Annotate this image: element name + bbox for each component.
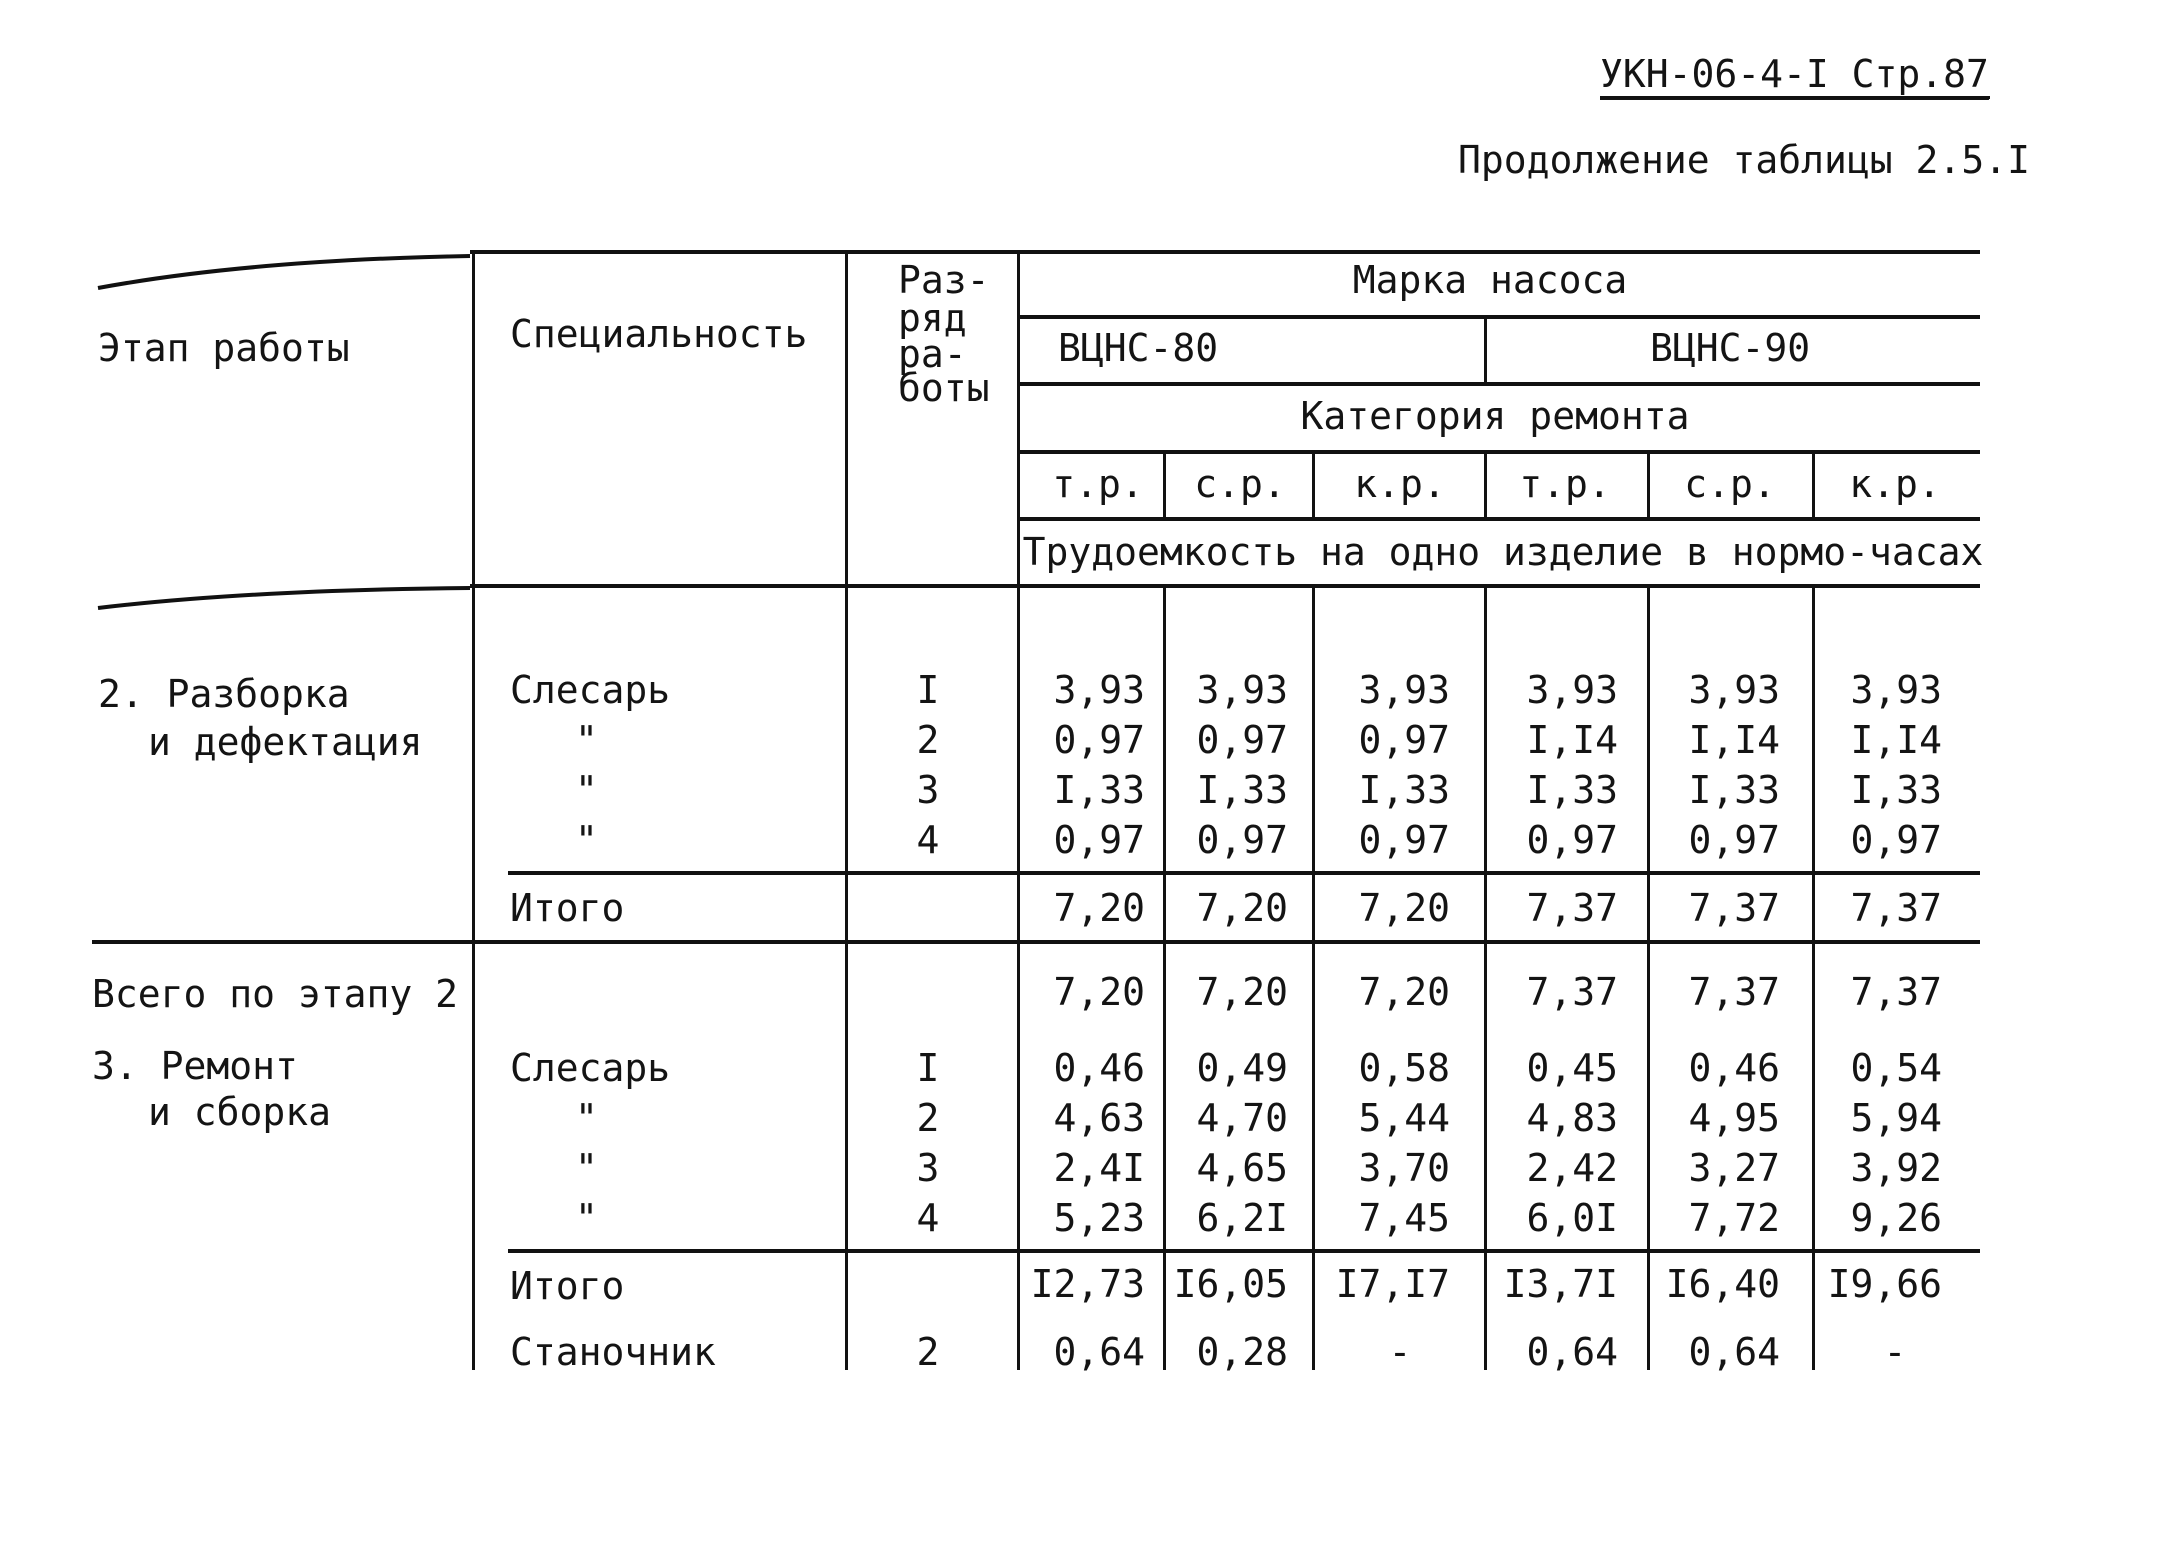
- stage2-total-v6: 7,37: [1850, 970, 1942, 1014]
- stage2-subtotal-label: Итого: [510, 886, 625, 930]
- stage2-row2-v6: I,I4: [1850, 718, 1942, 762]
- stage2-row1-grade: I: [916, 668, 940, 712]
- header-category-4: т.р.: [1519, 462, 1611, 506]
- stage2-total-v2: 7,20: [1196, 970, 1288, 1014]
- stage3-row1-grade: I: [916, 1046, 940, 1090]
- stage3-subtotal-v1: I2,73: [1030, 1262, 1145, 1306]
- stage2-row4-v2: 0,97: [1196, 818, 1288, 862]
- header-repair-category: Категория ремонта: [1300, 394, 1690, 438]
- col-rule-values: [1017, 252, 1020, 1370]
- header-bottom-rule: [470, 584, 1980, 588]
- stage2-row1-specialty: Слесарь: [510, 668, 671, 712]
- stage3-machinist-v3: -: [1388, 1330, 1412, 1374]
- stage3-row1-v3: 0,58: [1358, 1046, 1450, 1090]
- stage3-machinist-v6: -: [1883, 1330, 1907, 1374]
- stage3-machinist-v1: 0,64: [1053, 1330, 1145, 1374]
- stage2-subtotal-v2: 7,20: [1196, 886, 1288, 930]
- col-rule-specialty: [472, 252, 475, 1370]
- stage3-row3-v1: 2,4I: [1053, 1146, 1145, 1190]
- header-specialty: Специальность: [510, 312, 808, 356]
- stage2-row1-v1: 3,93: [1053, 668, 1145, 712]
- col-rule-pump-split: [1484, 317, 1487, 384]
- document-code: УКН-06-4-I Стр.87: [1600, 52, 1989, 96]
- stage2-row3-v6: I,33: [1850, 768, 1942, 812]
- col-rule-v3: [1484, 452, 1487, 519]
- stage3-machinist-grade: 2: [916, 1330, 940, 1374]
- stage3-row1-v1: 0,46: [1053, 1046, 1145, 1090]
- stage2-subtotal-v3: 7,20: [1358, 886, 1450, 930]
- header-category-1: т.р.: [1052, 462, 1144, 506]
- stage2-title-line2: и дефектация: [148, 720, 423, 764]
- stage3-title-line1: 3. Ремонт: [92, 1044, 298, 1088]
- header-grade-2: ряд: [898, 296, 967, 340]
- stage2-row2-v4: I,I4: [1526, 718, 1618, 762]
- stage2-row4-specialty: ": [575, 818, 598, 862]
- stage2-row1-v6: 3,93: [1850, 668, 1942, 712]
- stage3-machinist-v2: 0,28: [1196, 1330, 1288, 1374]
- stage2-row4-v3: 0,97: [1358, 818, 1450, 862]
- stage2-row1-v2: 3,93: [1196, 668, 1288, 712]
- stage3-row2-v2: 4,70: [1196, 1096, 1288, 1140]
- stage3-row3-v3: 3,70: [1358, 1146, 1450, 1190]
- stage3-subtotal-v6: I9,66: [1827, 1262, 1942, 1306]
- stage3-row2-v4: 4,83: [1526, 1096, 1618, 1140]
- header-grade-3: ра-: [898, 332, 967, 376]
- stage3-machinist-specialty: Станочник: [510, 1330, 716, 1374]
- header-category-6: к.р.: [1849, 462, 1941, 506]
- stage3-row4-v6: 9,26: [1850, 1196, 1942, 1240]
- stage2-row3-v3: I,33: [1358, 768, 1450, 812]
- stage2-row3-v1: I,33: [1053, 768, 1145, 812]
- col-rule-b1: [1163, 586, 1166, 1370]
- stage2-row3-v4: I,33: [1526, 768, 1618, 812]
- col-rule-grade: [845, 252, 848, 1370]
- header-pump-brand: Марка насоса: [1352, 258, 1628, 302]
- col-rule-v2: [1312, 452, 1315, 519]
- stage3-row1-v6: 0,54: [1850, 1046, 1942, 1090]
- stage3-row2-v3: 5,44: [1358, 1096, 1450, 1140]
- stage2-row4-v6: 0,97: [1850, 818, 1942, 862]
- header-pump-2: ВЦНС-90: [1650, 326, 1811, 370]
- stage2-subtotal-v4: 7,37: [1526, 886, 1618, 930]
- col-rule-v1: [1163, 452, 1166, 519]
- stage2-title-line1: 2. Разборка: [98, 672, 350, 716]
- stage2-subtotal-rule: [508, 871, 1980, 875]
- stage3-row3-v2: 4,65: [1196, 1146, 1288, 1190]
- header-stage: Этап работы: [98, 326, 350, 370]
- pump-brand-rule: [1018, 315, 1980, 319]
- stage2-total-v3: 7,20: [1358, 970, 1450, 1014]
- stage2-total-v4: 7,37: [1526, 970, 1618, 1014]
- stage3-subtotal-label: Итого: [510, 1264, 625, 1308]
- stage3-row1-v2: 0,49: [1196, 1046, 1288, 1090]
- stage3-subtotal-v5: I6,40: [1665, 1262, 1780, 1306]
- stage3-row3-v5: 3,27: [1688, 1146, 1780, 1190]
- stage2-subtotal-v6: 7,37: [1850, 886, 1942, 930]
- col-rule-b5: [1812, 586, 1815, 1370]
- stage2-row3-v5: I,33: [1688, 768, 1780, 812]
- stage3-row3-grade: 3: [916, 1146, 940, 1190]
- stage2-row2-specialty: ": [575, 718, 598, 762]
- stage3-row2-v1: 4,63: [1053, 1096, 1145, 1140]
- stage2-row4-v5: 0,97: [1688, 818, 1780, 862]
- col-rule-b2: [1312, 586, 1315, 1370]
- stage2-row1-v4: 3,93: [1526, 668, 1618, 712]
- stage3-title-line2: и сборка: [148, 1090, 332, 1134]
- stage2-row1-v5: 3,93: [1688, 668, 1780, 712]
- stage2-row4-grade: 4: [916, 818, 940, 862]
- stage3-row2-v5: 4,95: [1688, 1096, 1780, 1140]
- stage2-total-rule: [92, 940, 1980, 944]
- stage2-row2-v5: I,I4: [1688, 718, 1780, 762]
- stage2-row2-grade: 2: [916, 718, 940, 762]
- stage3-row3-v6: 3,92: [1850, 1146, 1942, 1190]
- stage2-row2-v1: 0,97: [1053, 718, 1145, 762]
- stage3-subtotal-rule: [508, 1249, 1980, 1253]
- stage2-row4-v1: 0,97: [1053, 818, 1145, 862]
- stage2-row1-v3: 3,93: [1358, 668, 1450, 712]
- stage3-row2-v6: 5,94: [1850, 1096, 1942, 1140]
- header-pump-1: ВЦНС-80: [1058, 326, 1219, 370]
- stage2-subtotal-v5: 7,37: [1688, 886, 1780, 930]
- header-top-rule: [470, 250, 1980, 254]
- stage3-subtotal-v2: I6,05: [1173, 1262, 1288, 1306]
- stage2-row4-v4: 0,97: [1526, 818, 1618, 862]
- stage3-row3-v4: 2,42: [1526, 1146, 1618, 1190]
- header-labor: Трудоемкость на одно изделие в нормо-часах: [1022, 530, 1984, 574]
- col-rule-b4: [1647, 586, 1650, 1370]
- stage3-machinist-v5: 0,64: [1688, 1330, 1780, 1374]
- stage3-row1-specialty: Слесарь: [510, 1046, 671, 1090]
- stage3-row4-grade: 4: [916, 1196, 940, 1240]
- col-rule-v5: [1812, 452, 1815, 519]
- stage2-row2-v3: 0,97: [1358, 718, 1450, 762]
- stage3-row4-v4: 6,0I: [1526, 1196, 1618, 1240]
- pump-model-rule: [1018, 382, 1980, 386]
- stage3-row1-v5: 0,46: [1688, 1046, 1780, 1090]
- col-rule-b3: [1484, 586, 1487, 1370]
- stage3-subtotal-v3: I7,I7: [1335, 1262, 1450, 1306]
- header-category-2: с.р.: [1194, 462, 1286, 506]
- stage2-row3-v2: I,33: [1196, 768, 1288, 812]
- table-title: Продолжение таблицы 2.5.I: [1458, 138, 2030, 182]
- stage3-row3-specialty: ": [575, 1146, 598, 1190]
- stage3-row4-specialty: ": [575, 1196, 598, 1240]
- stage3-machinist-v4: 0,64: [1526, 1330, 1618, 1374]
- header-grade-4: боты: [898, 366, 990, 410]
- stage3-row4-v5: 7,72: [1688, 1196, 1780, 1240]
- stage3-row2-specialty: ": [575, 1096, 598, 1140]
- stage3-subtotal-v4: I3,7I: [1503, 1262, 1618, 1306]
- header-category-3: к.р.: [1354, 462, 1446, 506]
- stage3-row4-v1: 5,23: [1053, 1196, 1145, 1240]
- stage2-total-label: Всего по этапу 2: [92, 972, 459, 1016]
- header-grade-1: Раз-: [898, 258, 990, 302]
- stage3-row4-v2: 6,2I: [1196, 1196, 1288, 1240]
- col-rule-v4: [1647, 452, 1650, 519]
- stage2-row3-specialty: ": [575, 768, 598, 812]
- stage3-row2-grade: 2: [916, 1096, 940, 1140]
- stage2-row3-grade: 3: [916, 768, 940, 812]
- stage2-subtotal-v1: 7,20: [1053, 886, 1145, 930]
- stage2-total-v1: 7,20: [1053, 970, 1145, 1014]
- header-category-5: с.р.: [1684, 462, 1776, 506]
- stage3-row4-v3: 7,45: [1358, 1196, 1450, 1240]
- stage3-row1-v4: 0,45: [1526, 1046, 1618, 1090]
- stage2-total-v5: 7,37: [1688, 970, 1780, 1014]
- stage2-row2-v2: 0,97: [1196, 718, 1288, 762]
